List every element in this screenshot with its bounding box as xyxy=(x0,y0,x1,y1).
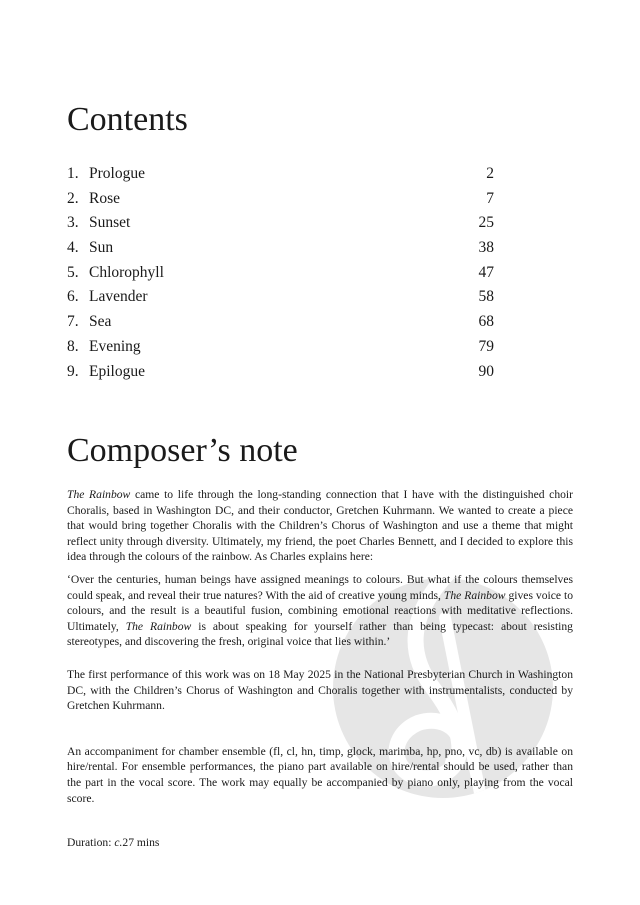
duration-label: Duration: xyxy=(67,836,115,850)
toc-item-number: 5. xyxy=(67,263,79,281)
premiere-paragraph: The first performance of this work was on 18 May 2025 in the National Presbyterian Church in Washington DC, with the Children’s Chorus of Washington and Choralis together with instrumentalists, conducted by Gretchen Kuhrmann. xyxy=(67,667,573,713)
toc-item-page: 79 xyxy=(478,337,494,355)
toc-item-page: 47 xyxy=(478,263,494,281)
text: gives voice to colours, and the result is a beautiful fusion, combining emotional reactions with meditative reflections. Ultimately, xyxy=(67,588,574,633)
toc-item[interactable] xyxy=(67,360,494,385)
toc-item[interactable] xyxy=(67,335,494,360)
toc-item-label: Sea xyxy=(89,313,112,331)
toc-item-label: Sunset xyxy=(89,214,131,232)
toc-item-number: 7. xyxy=(67,313,79,331)
work-title: The Rainbow xyxy=(125,619,192,633)
duration-value: 27 mins xyxy=(122,836,160,850)
toc-item-number: 2. xyxy=(67,189,79,207)
toc-item-page: 38 xyxy=(478,239,494,257)
toc-item-page: 58 xyxy=(478,288,494,306)
work-title: The Rainbow xyxy=(67,488,131,501)
text: ‘Over the centuries, human beings have assigned meanings to colours. But what if the colours themselves could speak, and reveal their true natures? With the aid of creative young minds, xyxy=(67,572,573,602)
toc-item[interactable] xyxy=(67,310,494,335)
toc-item[interactable] xyxy=(67,187,494,212)
toc-item-page: 90 xyxy=(478,362,494,380)
toc-item[interactable] xyxy=(67,261,494,286)
toc-item[interactable] xyxy=(67,285,494,310)
composers-note-body xyxy=(67,487,573,858)
circa: c. xyxy=(114,836,123,850)
toc-item-label: Epilogue xyxy=(89,362,145,380)
toc-item[interactable] xyxy=(67,236,494,261)
toc-item-page: 7 xyxy=(486,189,494,207)
text: came to life through the long-standing connection that I have with the distinguished choir Choralis, based in Washington DC, and their conductor, Gretchen Kuhrmann. We wanted to create a piece that would bring together Choralis with the Children’s Chorus of Washington and use a theme that might reflect unity through diversity. Ultimately, my friend, the poet Charles Bennett, and I decided to explore this idea through the colours of the rainbow. As Charles explains here: xyxy=(67,488,574,564)
toc-item-label: Prologue xyxy=(89,165,145,182)
note-paragraph xyxy=(67,487,573,565)
toc-item[interactable] xyxy=(67,211,494,236)
toc-item-page: 25 xyxy=(478,214,494,232)
toc-item-number: 8. xyxy=(67,337,79,355)
contents-heading: Contents xyxy=(67,101,188,138)
toc-item-number: 3. xyxy=(67,214,79,232)
composers-note-heading: Composer’s note xyxy=(67,432,298,469)
toc-item-label: Chlorophyll xyxy=(89,263,164,281)
toc-item-number: 4. xyxy=(67,239,79,257)
toc-item-page: 2 xyxy=(486,165,494,182)
toc-item-label: Rose xyxy=(89,189,120,207)
toc-item[interactable] xyxy=(67,162,494,187)
toc-item-number: 6. xyxy=(67,288,79,306)
work-title: The Rainbow xyxy=(443,588,506,602)
toc-item-label: Sun xyxy=(89,239,114,257)
toc-item-label: Evening xyxy=(89,337,141,355)
toc-item-number: 1. xyxy=(67,165,79,182)
quote-paragraph xyxy=(67,572,573,650)
text: is about speaking for yourself rather than being typecast: about resisting stereotypes, and discovering the fresh, original voice that lies within.’ xyxy=(67,619,573,649)
duration xyxy=(67,835,573,851)
accompaniment-paragraph: An accompaniment for chamber ensemble (fl, cl, hn, timp, glock, marimba, hp, pno, vc, db) is available on hire/rental. For ensemble performances, the piano part available on hire/rental should be used, rather than the part in the vocal score. The work may equally be accompanied by piano only, playing from the vocal score. xyxy=(67,744,573,805)
toc-item-label: Lavender xyxy=(89,288,148,306)
toc-item-page: 68 xyxy=(478,313,494,331)
table-of-contents xyxy=(67,162,494,384)
toc-item-number: 9. xyxy=(67,362,79,380)
